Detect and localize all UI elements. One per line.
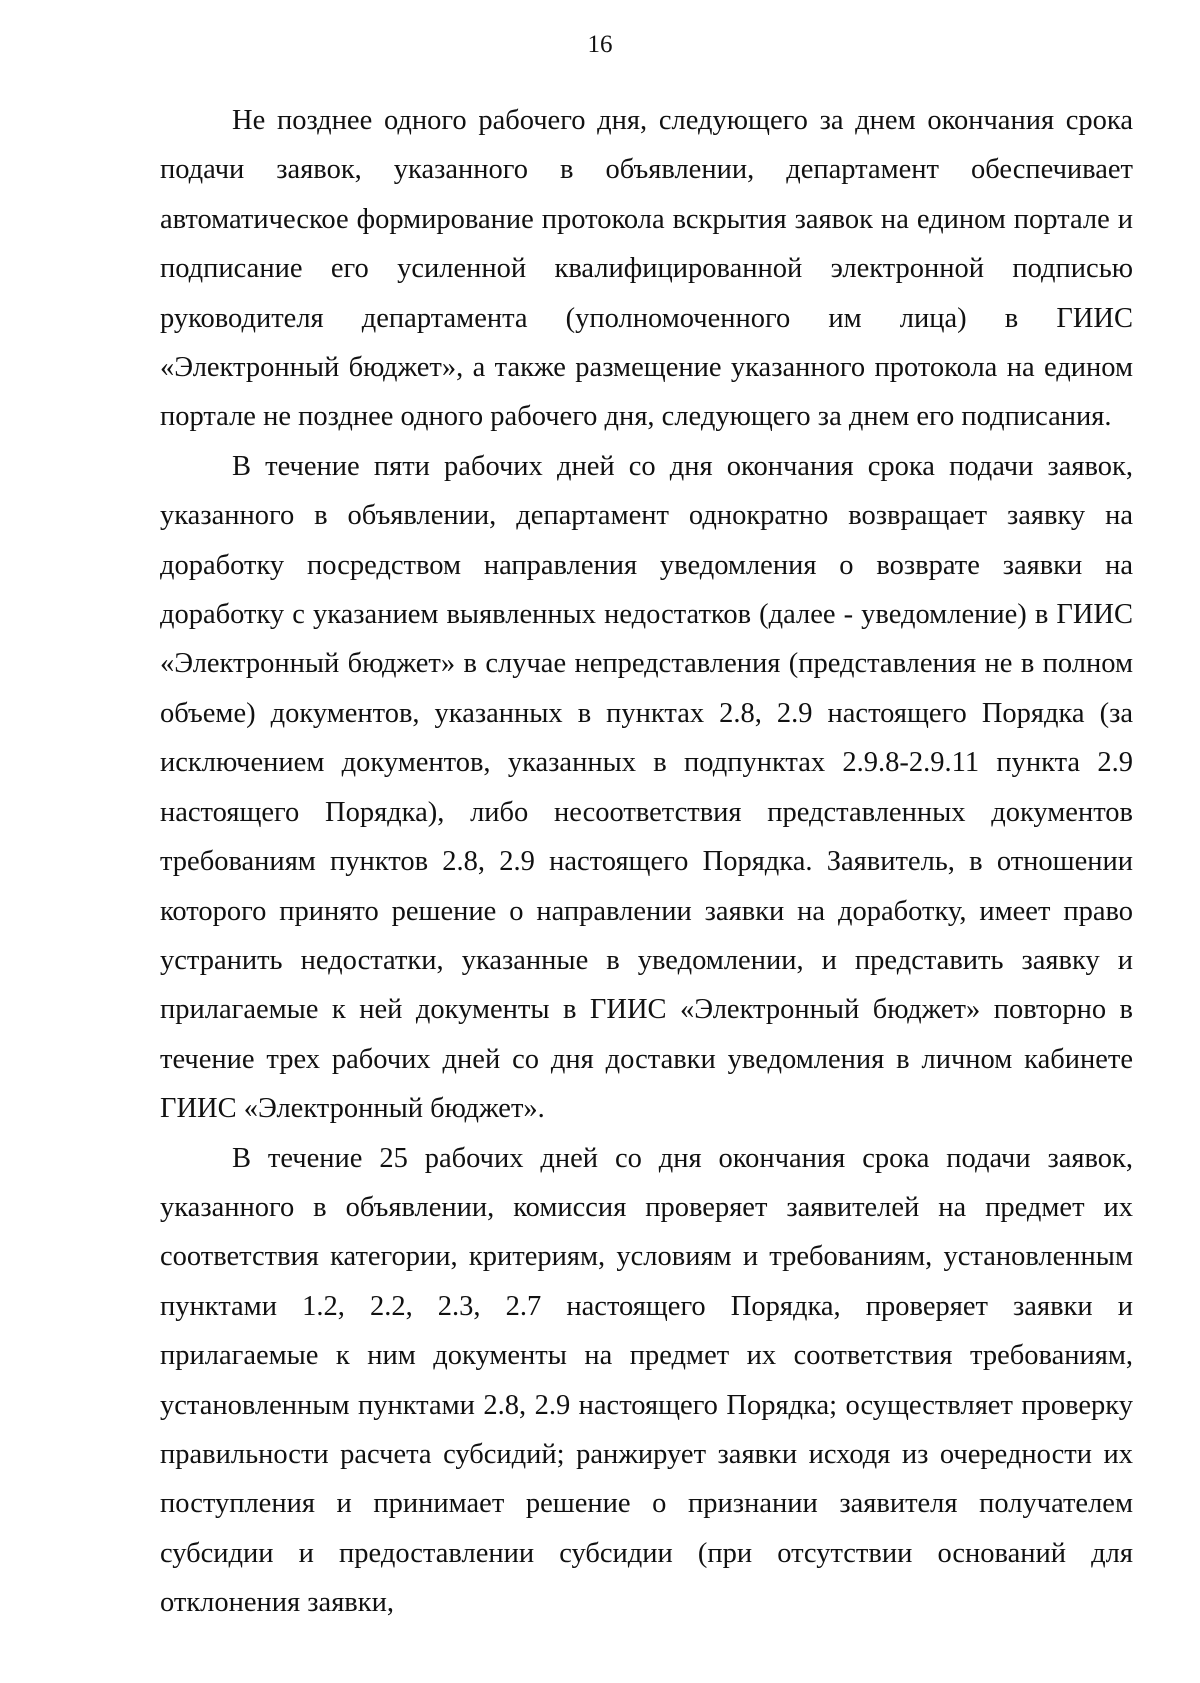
paragraph-protocol-opening: Не позднее одного рабочего дня, следующего за днем окончания срока подачи заявок, указанного в объявлении, департамент обеспечивает автоматическое формирование протокола вскрытия заявок на едином портале и подписание его усиленной квалифицированной электронной подписью руководителя департамента (уполномоченного им лица) в ГИИС «Электронный бюджет», а также размещение указанного протокола на едином портале не позднее одного рабочего дня, следующего за днем его подписания.: [160, 105, 1133, 433]
paragraph-application-return: В течение пяти рабочих дней со дня окончания срока подачи заявок, указанного в объявлении, департамент однократно возвращает заявку на доработку посредством направления уведомления о возврате заявки на доработку с указанием выявленных недостатков (далее - уведомление) в ГИИС «Электронный бюджет» в случае непредставления (представления не в полном объеме) документов, указанных в пунктах 2.8, 2.9 настоящего Порядка (за исключением документов, указанных в подпунктах 2.9.8-2.9.11 пункта 2.9 настоящего Порядка), либо несоответствия представленных документов требованиям пунктов 2.8, 2.9 настоящего Порядка. Заявитель, в отношении которого принято решение о направлении заявки на доработку, имеет право устранить недостатки, указанные в уведомлении, и представить заявку и прилагаемые к ней документы в ГИИС «Электронный бюджет» повторно в течение трех рабочих дней со дня доставки уведомления в личном кабинете ГИИС «Электронный бюджет».: [160, 450, 1133, 1125]
page-number: 16: [587, 31, 613, 58]
document-body: [160, 96, 1133, 1628]
paragraph-commission-review: В течение 25 рабочих дней со дня окончания срока подачи заявок, указанного в объявлении, комиссия проверяет заявителей на предмет их соответствия категории, критериям, условиям и требованиям, установленным пунктами 1.2, 2.2, 2.3, 2.7 настоящего Порядка, проверяет заявки и прилагаемые к ним документы на предмет их соответствия требованиям, установленным пунктами 2.8, 2.9 настоящего Порядка; осуществляет проверку правильности расчета субсидий; ранжирует заявки исходя из очередности их поступления и принимает решение о признании заявителя получателем субсидии и предоставлении субсидии (при отсутствии оснований для отклонения заявки,: [160, 1142, 1133, 1619]
